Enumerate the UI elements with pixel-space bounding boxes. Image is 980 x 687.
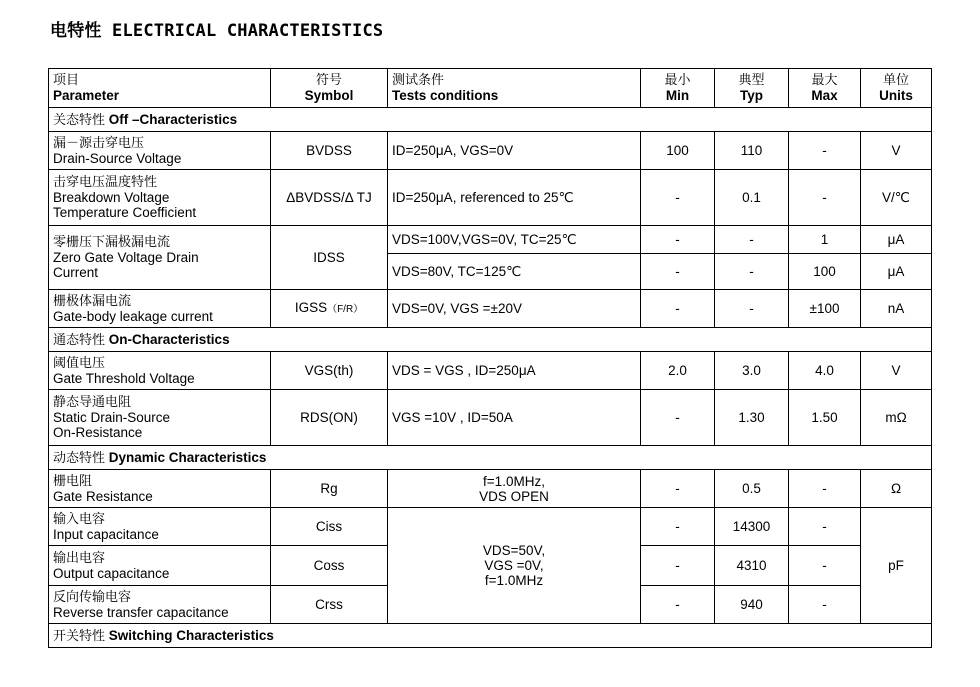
section-on-characteristics: 通态特性 On-Characteristics <box>49 328 932 352</box>
header-units: 单位 Units <box>861 69 932 108</box>
header-min: 最小 Min <box>641 69 715 108</box>
table-row: VDS=80V, TC=125℃ - - 100 μA <box>49 254 932 290</box>
table-row: 漏－源击穿电压 Drain-Source Voltage BVDSS ID=250μA, VGS=0V 100 110 - V <box>49 132 932 170</box>
electrical-characteristics-table <box>48 68 932 648</box>
table-row: 栅极体漏电流 Gate-body leakage current IGSS（F/R） VDS=0V, VGS =±20V - - ±100 nA <box>49 290 932 328</box>
header-typ: 典型 Typ <box>715 69 789 108</box>
table-row: 静态导通电阻 Static Drain-Source On-Resistance RDS(ON) VGS =10V , ID=50A - 1.30 1.50 mΩ <box>49 390 932 446</box>
header-conditions: 测试条件 Tests conditions <box>388 69 641 108</box>
table-row: 输入电容 Input capacitance Ciss VDS=50V, VGS =0V, f=1.0MHz - 14300 - pF <box>49 508 932 546</box>
page-title: 电特性 ELECTRICAL CHARACTERISTICS <box>50 21 384 41</box>
header-max: 最大 Max <box>789 69 861 108</box>
section-switching-characteristics: 开关特性 Switching Characteristics <box>49 624 932 648</box>
table-row: 栅电阻 Gate Resistance Rg f=1.0MHz, VDS OPEN - 0.5 - Ω <box>49 470 932 508</box>
table-row: 输出电容 Output capacitance Coss - 4310 - <box>49 546 932 586</box>
header-symbol: 符号 Symbol <box>271 69 388 108</box>
table-row: 阈值电压 Gate Threshold Voltage VGS(th) VDS = VGS , ID=250μA 2.0 3.0 4.0 V <box>49 352 932 390</box>
table-header-row <box>49 69 932 108</box>
header-parameter: 项目 Parameter <box>49 69 271 108</box>
section-dynamic-characteristics: 动态特性 Dynamic Characteristics <box>49 446 932 470</box>
table-row: 零栅压下漏极漏电流 Zero Gate Voltage Drain Current IDSS VDS=100V,VGS=0V, TC=25℃ - - 1 μA <box>49 226 932 254</box>
section-off-characteristics: 关态特性 Off –Characteristics <box>49 108 932 132</box>
table-row: 击穿电压温度特性 Breakdown Voltage Temperature Coefficient ΔBVDSS/Δ TJ ID=250μA, referenced to 25℃ - 0.1 - V/℃ <box>49 170 932 226</box>
table-row: 反向传输电容 Reverse transfer capacitance Crss - 940 - <box>49 586 932 624</box>
